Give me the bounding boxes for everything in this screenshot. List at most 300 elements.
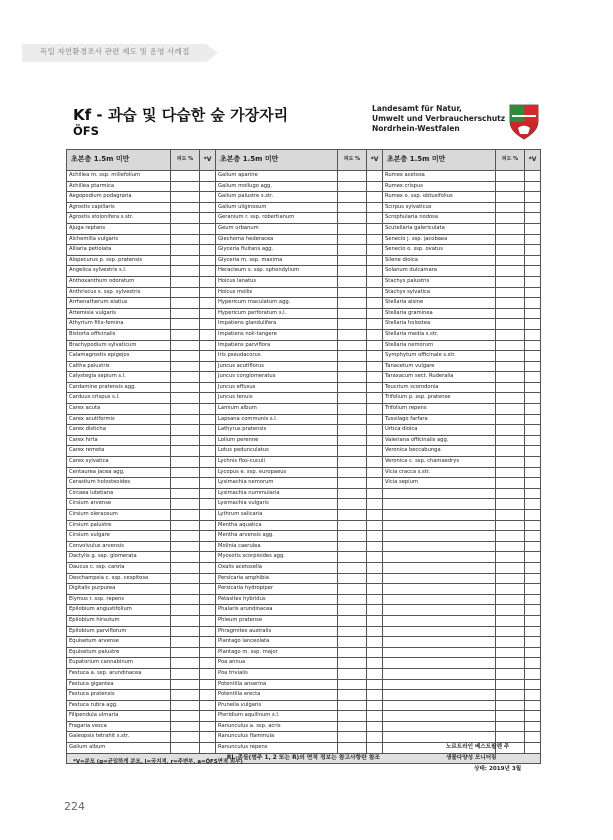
distribution-cell[interactable] (525, 743, 541, 754)
distribution-cell[interactable] (367, 488, 383, 499)
coverage-cell[interactable] (171, 541, 200, 552)
distribution-cell[interactable] (200, 562, 216, 573)
coverage-cell[interactable] (171, 552, 200, 563)
distribution-cell[interactable] (200, 520, 216, 531)
coverage-cell[interactable] (496, 711, 525, 722)
coverage-cell[interactable] (338, 234, 367, 245)
distribution-cell[interactable] (367, 520, 383, 531)
coverage-cell[interactable] (496, 329, 525, 340)
coverage-cell[interactable] (496, 351, 525, 362)
coverage-cell[interactable] (171, 308, 200, 319)
distribution-cell[interactable] (367, 626, 383, 637)
distribution-cell[interactable] (200, 223, 216, 234)
distribution-cell[interactable] (525, 457, 541, 468)
coverage-cell[interactable] (338, 584, 367, 595)
distribution-cell[interactable] (200, 404, 216, 415)
coverage-cell[interactable] (338, 510, 367, 521)
coverage-cell[interactable] (496, 287, 525, 298)
distribution-cell[interactable] (525, 647, 541, 658)
coverage-cell[interactable] (338, 245, 367, 256)
coverage-cell[interactable] (338, 255, 367, 266)
coverage-cell[interactable] (171, 361, 200, 372)
coverage-cell[interactable] (338, 488, 367, 499)
distribution-cell[interactable] (367, 276, 383, 287)
distribution-cell[interactable] (367, 382, 383, 393)
distribution-cell[interactable] (525, 520, 541, 531)
coverage-cell[interactable] (496, 181, 525, 192)
distribution-cell[interactable] (367, 552, 383, 563)
coverage-cell[interactable] (496, 255, 525, 266)
distribution-cell[interactable] (525, 658, 541, 669)
distribution-cell[interactable] (525, 404, 541, 415)
distribution-cell[interactable] (525, 435, 541, 446)
distribution-cell[interactable] (525, 266, 541, 277)
coverage-cell[interactable] (171, 319, 200, 330)
coverage-cell[interactable] (338, 732, 367, 743)
coverage-cell[interactable] (496, 732, 525, 743)
coverage-cell[interactable] (171, 690, 200, 701)
coverage-cell[interactable] (496, 488, 525, 499)
distribution-cell[interactable] (525, 637, 541, 648)
coverage-cell[interactable] (338, 266, 367, 277)
distribution-cell[interactable] (367, 223, 383, 234)
coverage-cell[interactable] (496, 626, 525, 637)
coverage-cell[interactable] (171, 351, 200, 362)
coverage-cell[interactable] (338, 499, 367, 510)
coverage-cell[interactable] (496, 637, 525, 648)
distribution-cell[interactable] (367, 245, 383, 256)
distribution-cell[interactable] (200, 690, 216, 701)
distribution-cell[interactable] (367, 372, 383, 383)
coverage-cell[interactable] (338, 287, 367, 298)
coverage-cell[interactable] (496, 690, 525, 701)
coverage-cell[interactable] (496, 478, 525, 489)
distribution-cell[interactable] (367, 234, 383, 245)
coverage-cell[interactable] (496, 573, 525, 584)
distribution-cell[interactable] (367, 446, 383, 457)
coverage-cell[interactable] (171, 425, 200, 436)
distribution-cell[interactable] (367, 351, 383, 362)
coverage-cell[interactable] (171, 372, 200, 383)
coverage-cell[interactable] (171, 647, 200, 658)
distribution-cell[interactable] (200, 700, 216, 711)
distribution-cell[interactable] (525, 361, 541, 372)
coverage-cell[interactable] (338, 414, 367, 425)
coverage-cell[interactable] (496, 721, 525, 732)
distribution-cell[interactable] (525, 245, 541, 256)
distribution-cell[interactable] (525, 287, 541, 298)
distribution-cell[interactable] (200, 171, 216, 182)
distribution-cell[interactable] (367, 510, 383, 521)
coverage-cell[interactable] (338, 308, 367, 319)
distribution-cell[interactable] (367, 213, 383, 224)
coverage-cell[interactable] (171, 276, 200, 287)
distribution-cell[interactable] (200, 446, 216, 457)
distribution-cell[interactable] (367, 743, 383, 754)
distribution-cell[interactable] (525, 478, 541, 489)
coverage-cell[interactable] (338, 435, 367, 446)
distribution-cell[interactable] (367, 690, 383, 701)
distribution-cell[interactable] (200, 255, 216, 266)
distribution-cell[interactable] (200, 605, 216, 616)
distribution-cell[interactable] (200, 637, 216, 648)
coverage-cell[interactable] (496, 266, 525, 277)
distribution-cell[interactable] (200, 393, 216, 404)
distribution-cell[interactable] (200, 510, 216, 521)
coverage-cell[interactable] (338, 626, 367, 637)
distribution-cell[interactable] (200, 615, 216, 626)
distribution-cell[interactable] (200, 213, 216, 224)
distribution-cell[interactable] (200, 298, 216, 309)
distribution-cell[interactable] (525, 319, 541, 330)
distribution-cell[interactable] (367, 700, 383, 711)
coverage-cell[interactable] (171, 467, 200, 478)
coverage-cell[interactable] (171, 457, 200, 468)
coverage-cell[interactable] (338, 520, 367, 531)
distribution-cell[interactable] (367, 457, 383, 468)
coverage-cell[interactable] (171, 181, 200, 192)
coverage-cell[interactable] (171, 171, 200, 182)
coverage-cell[interactable] (338, 668, 367, 679)
coverage-cell[interactable] (171, 700, 200, 711)
distribution-cell[interactable] (525, 192, 541, 203)
coverage-cell[interactable] (496, 615, 525, 626)
coverage-cell[interactable] (496, 562, 525, 573)
coverage-cell[interactable] (338, 531, 367, 542)
distribution-cell[interactable] (200, 425, 216, 436)
coverage-cell[interactable] (338, 382, 367, 393)
coverage-cell[interactable] (338, 213, 367, 224)
coverage-cell[interactable] (338, 361, 367, 372)
coverage-cell[interactable] (496, 404, 525, 415)
coverage-cell[interactable] (496, 605, 525, 616)
coverage-cell[interactable] (496, 541, 525, 552)
coverage-cell[interactable] (171, 192, 200, 203)
coverage-cell[interactable] (171, 404, 200, 415)
distribution-cell[interactable] (367, 298, 383, 309)
coverage-cell[interactable] (496, 679, 525, 690)
coverage-cell[interactable] (171, 499, 200, 510)
coverage-cell[interactable] (171, 668, 200, 679)
distribution-cell[interactable] (200, 732, 216, 743)
coverage-cell[interactable] (496, 584, 525, 595)
coverage-cell[interactable] (338, 679, 367, 690)
coverage-cell[interactable] (171, 732, 200, 743)
coverage-cell[interactable] (496, 171, 525, 182)
coverage-cell[interactable] (338, 393, 367, 404)
coverage-cell[interactable] (496, 658, 525, 669)
distribution-cell[interactable] (525, 202, 541, 213)
distribution-cell[interactable] (367, 171, 383, 182)
distribution-cell[interactable] (525, 382, 541, 393)
coverage-cell[interactable] (171, 202, 200, 213)
distribution-cell[interactable] (200, 647, 216, 658)
distribution-cell[interactable] (525, 531, 541, 542)
coverage-cell[interactable] (171, 531, 200, 542)
coverage-cell[interactable] (171, 234, 200, 245)
coverage-cell[interactable] (496, 531, 525, 542)
distribution-cell[interactable] (525, 711, 541, 722)
coverage-cell[interactable] (171, 605, 200, 616)
distribution-cell[interactable] (200, 499, 216, 510)
coverage-cell[interactable] (338, 573, 367, 584)
distribution-cell[interactable] (367, 594, 383, 605)
distribution-cell[interactable] (525, 541, 541, 552)
distribution-cell[interactable] (367, 308, 383, 319)
distribution-cell[interactable] (367, 393, 383, 404)
distribution-cell[interactable] (200, 287, 216, 298)
distribution-cell[interactable] (367, 329, 383, 340)
coverage-cell[interactable] (338, 372, 367, 383)
coverage-cell[interactable] (496, 467, 525, 478)
distribution-cell[interactable] (525, 626, 541, 637)
coverage-cell[interactable] (496, 213, 525, 224)
distribution-cell[interactable] (525, 181, 541, 192)
distribution-cell[interactable] (525, 499, 541, 510)
distribution-cell[interactable] (200, 594, 216, 605)
distribution-cell[interactable] (525, 488, 541, 499)
coverage-cell[interactable] (171, 743, 200, 754)
distribution-cell[interactable] (525, 700, 541, 711)
coverage-cell[interactable] (171, 658, 200, 669)
coverage-cell[interactable] (171, 679, 200, 690)
coverage-cell[interactable] (338, 541, 367, 552)
coverage-cell[interactable] (496, 245, 525, 256)
coverage-cell[interactable] (496, 361, 525, 372)
distribution-cell[interactable] (367, 266, 383, 277)
distribution-cell[interactable] (200, 382, 216, 393)
coverage-cell[interactable] (171, 245, 200, 256)
distribution-cell[interactable] (200, 181, 216, 192)
coverage-cell[interactable] (338, 478, 367, 489)
coverage-cell[interactable] (496, 457, 525, 468)
coverage-cell[interactable] (171, 255, 200, 266)
coverage-cell[interactable] (496, 298, 525, 309)
distribution-cell[interactable] (200, 319, 216, 330)
coverage-cell[interactable] (171, 584, 200, 595)
coverage-cell[interactable] (496, 446, 525, 457)
coverage-cell[interactable] (338, 351, 367, 362)
distribution-cell[interactable] (200, 584, 216, 595)
coverage-cell[interactable] (338, 700, 367, 711)
distribution-cell[interactable] (200, 351, 216, 362)
distribution-cell[interactable] (525, 213, 541, 224)
distribution-cell[interactable] (367, 467, 383, 478)
coverage-cell[interactable] (496, 700, 525, 711)
distribution-cell[interactable] (525, 721, 541, 732)
distribution-cell[interactable] (200, 435, 216, 446)
distribution-cell[interactable] (367, 202, 383, 213)
coverage-cell[interactable] (338, 605, 367, 616)
coverage-cell[interactable] (338, 562, 367, 573)
coverage-cell[interactable] (171, 266, 200, 277)
coverage-cell[interactable] (171, 340, 200, 351)
distribution-cell[interactable] (525, 171, 541, 182)
distribution-cell[interactable] (525, 732, 541, 743)
distribution-cell[interactable] (200, 721, 216, 732)
coverage-cell[interactable] (496, 276, 525, 287)
distribution-cell[interactable] (367, 499, 383, 510)
coverage-cell[interactable] (338, 340, 367, 351)
coverage-cell[interactable] (338, 298, 367, 309)
coverage-cell[interactable] (171, 615, 200, 626)
distribution-cell[interactable] (525, 351, 541, 362)
coverage-cell[interactable] (171, 488, 200, 499)
coverage-cell[interactable] (171, 573, 200, 584)
distribution-cell[interactable] (200, 679, 216, 690)
coverage-cell[interactable] (171, 329, 200, 340)
distribution-cell[interactable] (367, 478, 383, 489)
coverage-cell[interactable] (171, 520, 200, 531)
distribution-cell[interactable] (200, 658, 216, 669)
coverage-cell[interactable] (496, 510, 525, 521)
coverage-cell[interactable] (338, 743, 367, 754)
coverage-cell[interactable] (171, 626, 200, 637)
coverage-cell[interactable] (496, 234, 525, 245)
distribution-cell[interactable] (525, 329, 541, 340)
distribution-cell[interactable] (525, 446, 541, 457)
distribution-cell[interactable] (525, 573, 541, 584)
coverage-cell[interactable] (496, 372, 525, 383)
distribution-cell[interactable] (525, 298, 541, 309)
distribution-cell[interactable] (200, 276, 216, 287)
distribution-cell[interactable] (200, 329, 216, 340)
coverage-cell[interactable] (338, 647, 367, 658)
distribution-cell[interactable] (525, 605, 541, 616)
distribution-cell[interactable] (367, 647, 383, 658)
distribution-cell[interactable] (367, 637, 383, 648)
distribution-cell[interactable] (367, 711, 383, 722)
distribution-cell[interactable] (200, 340, 216, 351)
coverage-cell[interactable] (171, 711, 200, 722)
coverage-cell[interactable] (171, 393, 200, 404)
distribution-cell[interactable] (525, 668, 541, 679)
coverage-cell[interactable] (171, 435, 200, 446)
coverage-cell[interactable] (496, 414, 525, 425)
distribution-cell[interactable] (200, 552, 216, 563)
coverage-cell[interactable] (338, 637, 367, 648)
distribution-cell[interactable] (200, 626, 216, 637)
coverage-cell[interactable] (171, 510, 200, 521)
coverage-cell[interactable] (171, 382, 200, 393)
coverage-cell[interactable] (171, 414, 200, 425)
distribution-cell[interactable] (367, 562, 383, 573)
coverage-cell[interactable] (496, 340, 525, 351)
distribution-cell[interactable] (525, 562, 541, 573)
coverage-cell[interactable] (496, 192, 525, 203)
coverage-cell[interactable] (338, 690, 367, 701)
coverage-cell[interactable] (338, 404, 367, 415)
distribution-cell[interactable] (367, 615, 383, 626)
distribution-cell[interactable] (525, 584, 541, 595)
distribution-cell[interactable] (525, 308, 541, 319)
coverage-cell[interactable] (338, 711, 367, 722)
coverage-cell[interactable] (338, 425, 367, 436)
coverage-cell[interactable] (338, 446, 367, 457)
distribution-cell[interactable] (525, 552, 541, 563)
distribution-cell[interactable] (525, 234, 541, 245)
coverage-cell[interactable] (496, 435, 525, 446)
coverage-cell[interactable] (171, 594, 200, 605)
distribution-cell[interactable] (525, 594, 541, 605)
coverage-cell[interactable] (496, 552, 525, 563)
coverage-cell[interactable] (496, 382, 525, 393)
distribution-cell[interactable] (367, 414, 383, 425)
distribution-cell[interactable] (200, 414, 216, 425)
coverage-cell[interactable] (496, 668, 525, 679)
distribution-cell[interactable] (525, 340, 541, 351)
distribution-cell[interactable] (200, 245, 216, 256)
distribution-cell[interactable] (367, 255, 383, 266)
distribution-cell[interactable] (367, 531, 383, 542)
coverage-cell[interactable] (338, 276, 367, 287)
distribution-cell[interactable] (367, 181, 383, 192)
coverage-cell[interactable] (171, 446, 200, 457)
distribution-cell[interactable] (367, 732, 383, 743)
coverage-cell[interactable] (338, 319, 367, 330)
distribution-cell[interactable] (525, 425, 541, 436)
coverage-cell[interactable] (496, 520, 525, 531)
coverage-cell[interactable] (171, 298, 200, 309)
distribution-cell[interactable] (367, 340, 383, 351)
distribution-cell[interactable] (367, 319, 383, 330)
coverage-cell[interactable] (338, 329, 367, 340)
coverage-cell[interactable] (496, 393, 525, 404)
coverage-cell[interactable] (338, 594, 367, 605)
coverage-cell[interactable] (171, 562, 200, 573)
distribution-cell[interactable] (200, 192, 216, 203)
distribution-cell[interactable] (367, 658, 383, 669)
coverage-cell[interactable] (171, 213, 200, 224)
distribution-cell[interactable] (367, 404, 383, 415)
distribution-cell[interactable] (200, 372, 216, 383)
distribution-cell[interactable] (367, 287, 383, 298)
coverage-cell[interactable] (171, 721, 200, 732)
coverage-cell[interactable] (496, 594, 525, 605)
coverage-cell[interactable] (338, 457, 367, 468)
coverage-cell[interactable] (338, 721, 367, 732)
distribution-cell[interactable] (525, 510, 541, 521)
distribution-cell[interactable] (200, 488, 216, 499)
distribution-cell[interactable] (367, 679, 383, 690)
coverage-cell[interactable] (171, 478, 200, 489)
coverage-cell[interactable] (338, 171, 367, 182)
distribution-cell[interactable] (525, 372, 541, 383)
distribution-cell[interactable] (367, 668, 383, 679)
distribution-cell[interactable] (200, 541, 216, 552)
coverage-cell[interactable] (496, 499, 525, 510)
distribution-cell[interactable] (200, 361, 216, 372)
coverage-cell[interactable] (496, 308, 525, 319)
distribution-cell[interactable] (525, 255, 541, 266)
distribution-cell[interactable] (367, 721, 383, 732)
distribution-cell[interactable] (200, 234, 216, 245)
distribution-cell[interactable] (525, 615, 541, 626)
coverage-cell[interactable] (338, 181, 367, 192)
distribution-cell[interactable] (525, 690, 541, 701)
coverage-cell[interactable] (171, 287, 200, 298)
distribution-cell[interactable] (367, 435, 383, 446)
distribution-cell[interactable] (200, 531, 216, 542)
distribution-cell[interactable] (200, 467, 216, 478)
distribution-cell[interactable] (367, 541, 383, 552)
coverage-cell[interactable] (496, 223, 525, 234)
distribution-cell[interactable] (525, 223, 541, 234)
distribution-cell[interactable] (200, 308, 216, 319)
coverage-cell[interactable] (338, 552, 367, 563)
distribution-cell[interactable] (367, 584, 383, 595)
distribution-cell[interactable] (200, 711, 216, 722)
